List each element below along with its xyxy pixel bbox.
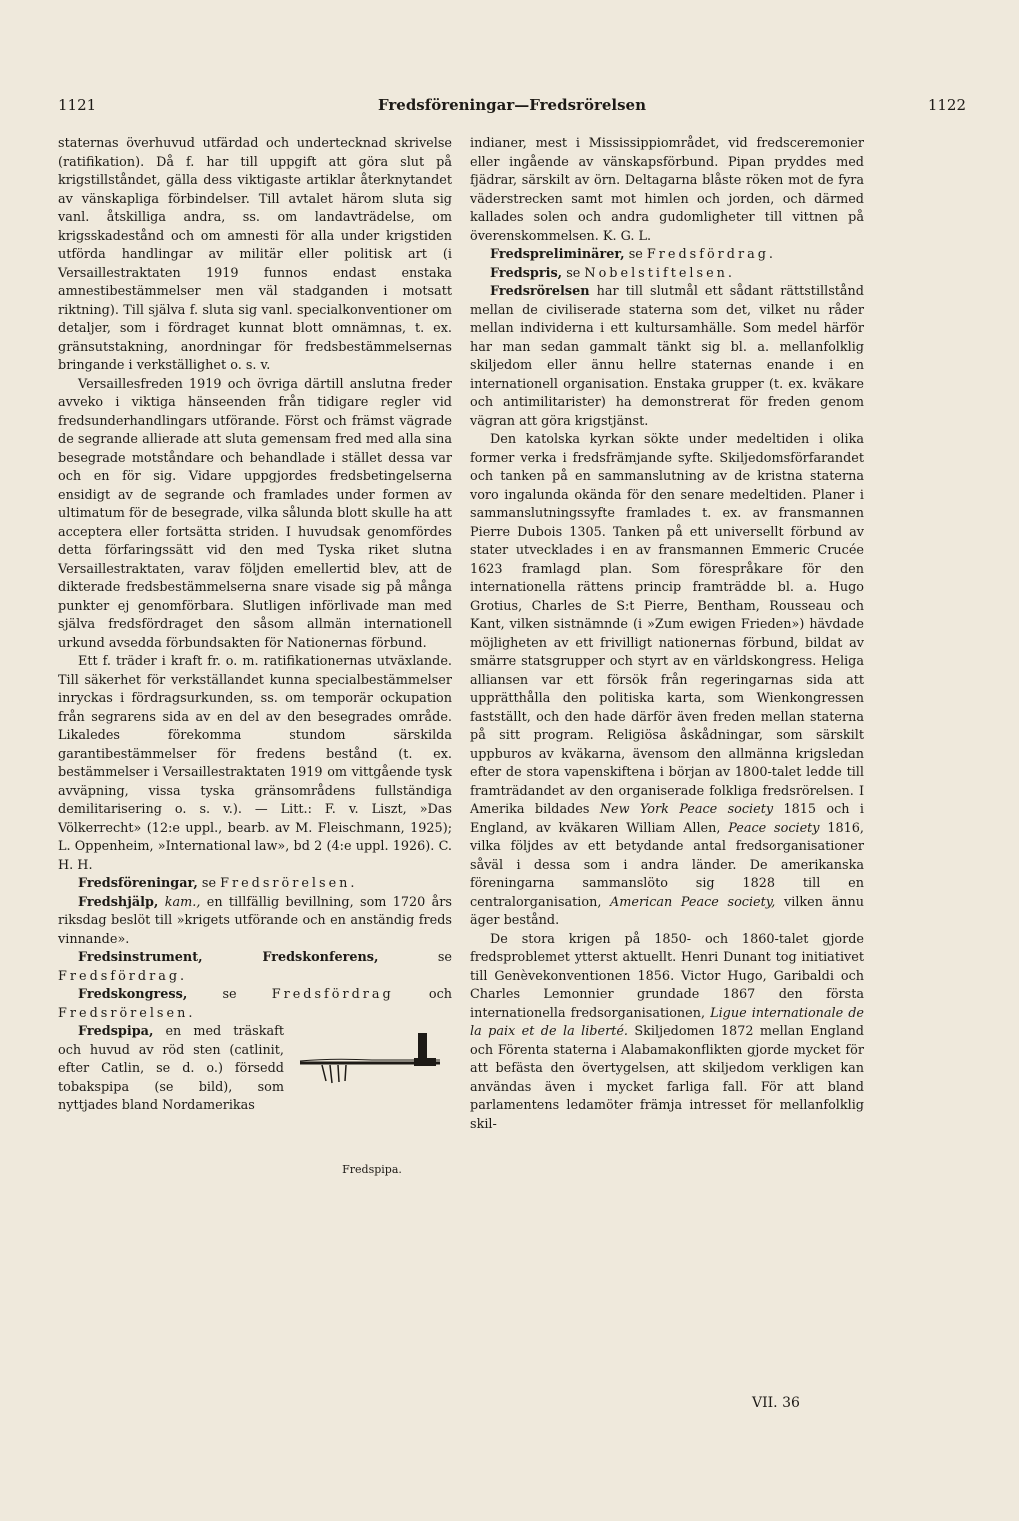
left-column	[58, 135, 452, 1185]
entry-fredspris	[470, 265, 864, 284]
headword: Fredsföreningar,	[78, 876, 198, 891]
right-column	[470, 135, 864, 1134]
entry-text: en med träskaft och huvud av röd sten (catlinit, efter Catlin, se d. o.) försedd tobakspipa (se bild), som nyttjades bland Nordamerikas	[58, 1024, 284, 1113]
see-word: se	[437, 950, 452, 965]
abbreviation: kam.,	[164, 894, 201, 910]
running-title: Fredsföreningar—Fredsrörelsen	[377, 96, 646, 114]
text-run: Den katolska kyrkan sökte under medeltiden i olika former verka i fredsfrämjande syfte. Skiljedomsförfarandet och tanken på en sammanslutning av de kristna staterna voro ingalunda okända för den senare medeltiden. Planer i sammanslutningssyfte framlades t. ex. av fransmannen Pierre Dubois 1305. Tanken på ett universellt förbund av stater utvecklades i en av fransmannen Emmeric Crucée 1623 framlagd plan. Som förespråkare för den internationella rättens princip framträdde bl. a. Hugo Grotius, Charles de S:t Pierre, Bentham, Rousseau och Kant, vilken sistnämnde (i »Zum ewigen Frieden») hävdade möjligheten av ett frivilligt nationernas förbund, bildat av smärre statsgrupper och styrt av en världskongress. Heliga alliansen var ett försök från regeringarnas sida att upprätthålla den politiska karta, som Wienkongressen fastställt, och den hade därför även freden mellan staterna på sitt program. Religiösa åskådningar, som särskilt uppburos av kväkarna, ävensom den allmänna krigsledan efter de stora vapenskiftena i början av 1800-talet ledde till framträdandet av den organiserade folkliga fredsrörelsen. I Amerika bildades	[470, 432, 864, 817]
running-header	[58, 96, 966, 118]
conjunction: och	[428, 987, 452, 1002]
text-run: 1816, vilka följdes av ett betydande antal fredsorganisationer såväl i dessa som i andra länder. De amerikanska föreningarna sammanslöto sig 1828 till en centralorganisation,	[470, 820, 864, 910]
paragraph	[470, 431, 864, 931]
paragraph	[470, 931, 864, 1135]
cross-reference: Fredsfördrag.	[646, 247, 776, 262]
entry-fredskongress	[58, 986, 452, 1023]
cross-reference: Fredsfördrag.	[58, 968, 188, 984]
see-word: se	[628, 247, 643, 262]
headword: Fredspipa,	[78, 1024, 154, 1039]
paragraph: staternas överhuvud utfärdad och undertecknad skrivelse (ratifikation). Då f. har till uppgift att göra slut på krigstillståndet, gälla dess viktigaste artiklar återknytandet av vänskapliga förbindelser. Till avtalet härom sluta sig vanl. åtskilliga andra, ss. om landavträdelse, om krigsskadestånd och om amnesti för alla under krigstiden utförda handlingar av militär eller politisk art (i Versaillestraktaten 1919 funnos endast enstaka amnestibestämmelser men väl stadganden i motsatt riktning). Till själva f. sluta sig vanl. specialkonventioner om detaljer, som i fördraget kunnat blott omnämnas, t. ex. gränsutstakning, anordningar för fredsbestämmelsernas bringande i verkställighet o. s. v.	[58, 136, 452, 373]
italic-title: New York Peace society	[599, 802, 774, 817]
cross-reference: Fredsrörelsen.	[220, 876, 358, 891]
text-run: 1815 och i England, av kväkaren William Allen,	[470, 802, 864, 836]
signature-mark: VII. 36	[752, 1395, 800, 1411]
text-run: vilken ännu äger bestånd.	[470, 894, 864, 928]
cross-reference: Nobelstiftelsen.	[584, 265, 735, 281]
paragraph: Versaillesfreden 1919 och övriga därtill anslutna freder avveko i viktiga hänseenden från tidigare regler vid fredsunderhandlingars utförande. Först och främst vägrade de segrande allierade att sluta gemensam fred med alla sina besegrade motståndare och behandlade i stället dessa var och en för sig. Vidare uppgjordes fredsbetingelserna ensidigt av de segrande och framlades under formen av ultimatum för de besegrade, vilka sålunda blott skulle ha att acceptera eller fortsätta striden. I huvudsak genomfördes detta förfaringssätt vid den med Tyska riket slutna Versaillestraktaten, varav följden emellertid blev, att de dikterade fredsbestämmelserna snare visade sig på många punkter ej genomförbara. Slutligen införlivade man med själva fredsfördraget den såsom allmän internationell urkund avsedda förbundsakten för Nationernas förbund.	[58, 376, 452, 651]
text-run: Skiljedomen 1872 mellan England och Förenta staterna i Alabamakonflikten gjorde mycket för att befästa den övertygelsen, att skiljedom verkligen kan användas även i mycket farliga fall. För att bland parlamentens ledamöter främja intresset för mellanfolklig skil-	[470, 1024, 865, 1132]
headword: Fredspreliminärer,	[490, 247, 625, 262]
fredspipa-entry-with-figure	[58, 1023, 452, 1185]
paragraph: indianer, mest i Mississippiområdet, vid fredsceremonier eller ingående av vänskapsförbund. Pipan pryddes med fjädrar, särskilt av örn. Deltagarna blåste röken mot de fyra väderstrecken samt mot himlen och jorden, och därmed kallades solen och andra gudomligheter till vittnen på överenskommelsen. K. G. L.	[470, 136, 864, 244]
italic-title: Ligue internationale de la paix et de la liberté.	[470, 1005, 865, 1039]
text-run: De stora krigen på 1850- och 1860-talet gjorde fredsproblemet ytterst aktuellt. Henri Dunant tog initiativet till Genèvekonventionen 1856. Victor Hugo, Garibaldi och Charles Lemonnier grundade 1867 den första internationella fredsorganisationen,	[470, 931, 864, 1021]
entry-text: har till slutmål ett sådant rättstillstånd mellan de civiliserade staterna som det, vilket nu råder mellan individerna i ett kultursamhälle. Som medel härför har man sedan gammalt tänkt sig bl. a. mellanfolklig skiljedom eller ännu hellre staternas enande i en internationell organisation. Enstaka grupper (t. ex. kväkare och antimilitarister) ha demonstrerat för freden genom vägran att göra krigstjänst.	[470, 284, 864, 429]
headword: Fredspris,	[490, 265, 563, 281]
page-number-left: 1121	[58, 96, 97, 114]
headword: Fredsrörelsen	[490, 284, 590, 299]
headword: Fredsinstrument, Fredskonferens,	[78, 950, 379, 965]
figure-fredspipa	[292, 1025, 452, 1185]
italic-title: American Peace society,	[610, 894, 776, 910]
figure-caption: Fredspipa.	[342, 1162, 402, 1176]
entry-fredspreliminarer	[470, 246, 864, 265]
page-number-right: 1122	[927, 96, 966, 114]
entry-fredshjalp	[58, 894, 452, 950]
cross-reference: Fredsfördrag	[271, 987, 394, 1002]
entry-text: en tillfällig bevillning, som 1720 års riksdag beslöt till »krigets utförande och en anständig freds vinnande».	[58, 894, 452, 947]
entry-fredsforeningar	[58, 875, 452, 894]
entry-fredsinstrument	[58, 949, 452, 986]
cross-reference: Fredsrörelsen.	[58, 1005, 196, 1021]
headword: Fredskongress,	[78, 987, 188, 1002]
italic-title: Peace society	[728, 820, 820, 836]
see-word: se	[222, 987, 237, 1002]
paragraph: Ett f. träder i kraft fr. o. m. ratifikationernas utväxlande. Till säkerhet för verkställandet kunna specialbestämmelser inryckas i fördragsurkunden, ss. om temporär ockupation från segrarens sida av en del av den besegrades område. Likaledes förekomma stundom särskilda garantibestämmelser för fredens bestånd (t. ex. bestämmelser i Versaillestraktaten 1919 om vittgående tysk avväpning, vissa tyska gränsområdens fullständiga demilitarisering o. s. v.). — Litt.: F. v. Liszt, »Das Völkerrecht» (12:e uppl., bearb. av M. Fleischmann, 1925); L. Oppenheim, »International law», bd 2 (4:e uppl. 1926). C. H. H.	[58, 654, 452, 873]
entry-fredsrorelsen	[470, 283, 864, 431]
headword: Fredshjälp,	[78, 894, 159, 910]
see-word: se	[201, 876, 217, 891]
see-word: se	[566, 265, 581, 281]
